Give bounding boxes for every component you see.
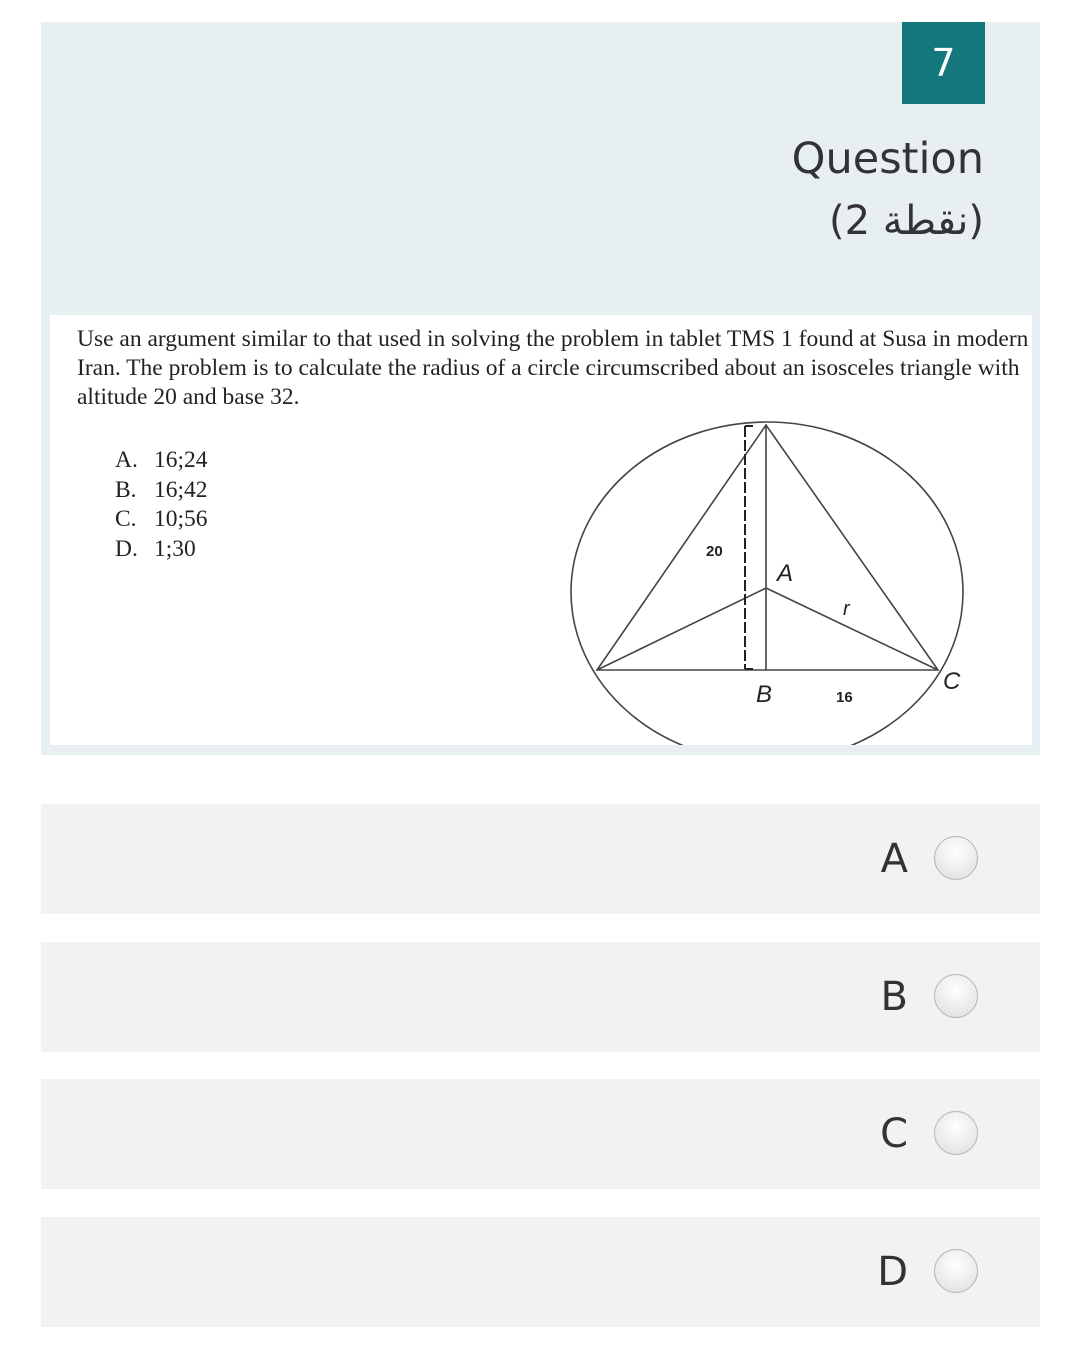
answer-option-c[interactable] [41, 1079, 1040, 1189]
circumscribed-triangle-diagram [50, 315, 1032, 745]
question-card [41, 22, 1040, 755]
radio-button[interactable] [934, 1249, 978, 1293]
question-points: (2 نقطة) [828, 198, 984, 244]
answer-label: B [880, 974, 908, 1020]
radius-line-left [597, 588, 766, 670]
segment-label-a: A [777, 560, 794, 587]
point-c-label: C [943, 668, 961, 695]
altitude-label: 20 [706, 543, 723, 560]
question-option: C. 10;56 [115, 506, 208, 532]
question-image [50, 315, 1032, 745]
question-title: Question [791, 134, 984, 184]
question-number-badge: 7 [902, 22, 985, 104]
question-option: B. 16;42 [115, 476, 208, 503]
half-base-label: 16 [836, 689, 853, 706]
answer-label: D [877, 1249, 908, 1295]
answer-label: A [880, 836, 908, 882]
question-option: D. 1;30 [115, 535, 196, 562]
radius-line-right [766, 588, 938, 670]
radio-button[interactable] [934, 836, 978, 880]
answer-option-b[interactable] [41, 942, 1040, 1052]
answer-option-a[interactable] [41, 804, 1040, 914]
question-text: Use an argument similar to that used in solving the problem in tablet TMS 1 found at Susa in modern Iran. The problem is to calculate the radius of a circle circumscribed about an isosceles triangle with altitude 20 and base 32. [77, 326, 1029, 410]
isosceles-triangle [597, 425, 938, 670]
question-option: A. 16;24 [115, 447, 208, 473]
radius-label: r [843, 598, 850, 620]
answer-label: C [880, 1111, 908, 1157]
point-b-label: B [756, 681, 773, 708]
radio-button[interactable] [934, 1111, 978, 1155]
radio-button[interactable] [934, 974, 978, 1018]
answer-option-d[interactable] [41, 1217, 1040, 1327]
